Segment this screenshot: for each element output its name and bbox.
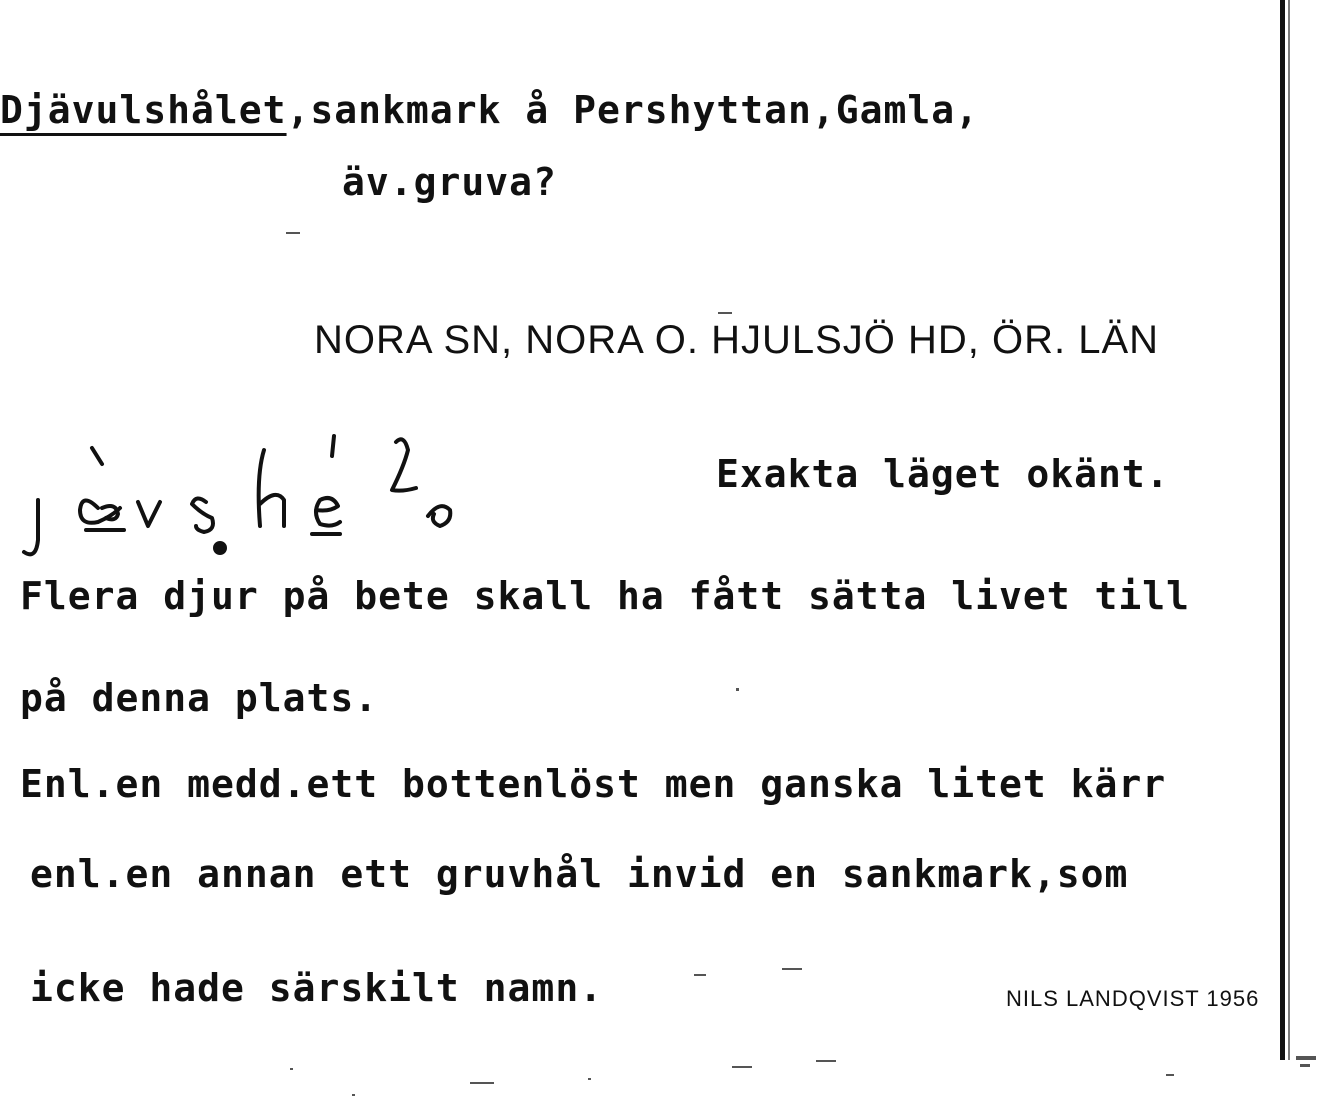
phonetic-transcription-icon (20, 430, 480, 570)
heading-rest: ,sankmark å Pershyttan,Gamla, (286, 88, 980, 132)
body-line-2: på denna plats. (20, 676, 379, 720)
card-edge-line (1280, 0, 1285, 1060)
card-edge-shadow (1288, 0, 1290, 1060)
heading-line-1 (0, 88, 979, 132)
headword: Djävulshålet (0, 88, 287, 132)
body-line-4: enl.en annan ett gruvhål invid en sankmark,som (30, 852, 1129, 896)
location-stamp: NORA SN, NORA O. HJULSJÖ HD, ÖR. LÄN (314, 318, 1160, 362)
heading-line-2: äv.gruva? (342, 160, 557, 204)
body-line-1: Flera djur på bete skall ha fått sätta livet till (20, 574, 1191, 618)
body-line-5: icke hade särskilt namn. (30, 966, 604, 1010)
exact-location-note: Exakta läget okänt. (716, 452, 1170, 496)
collector-stamp: NILS LANDQVIST 1956 (1006, 986, 1260, 1011)
body-line-3: Enl.en medd.ett bottenlöst men ganska litet kärr (20, 762, 1167, 806)
